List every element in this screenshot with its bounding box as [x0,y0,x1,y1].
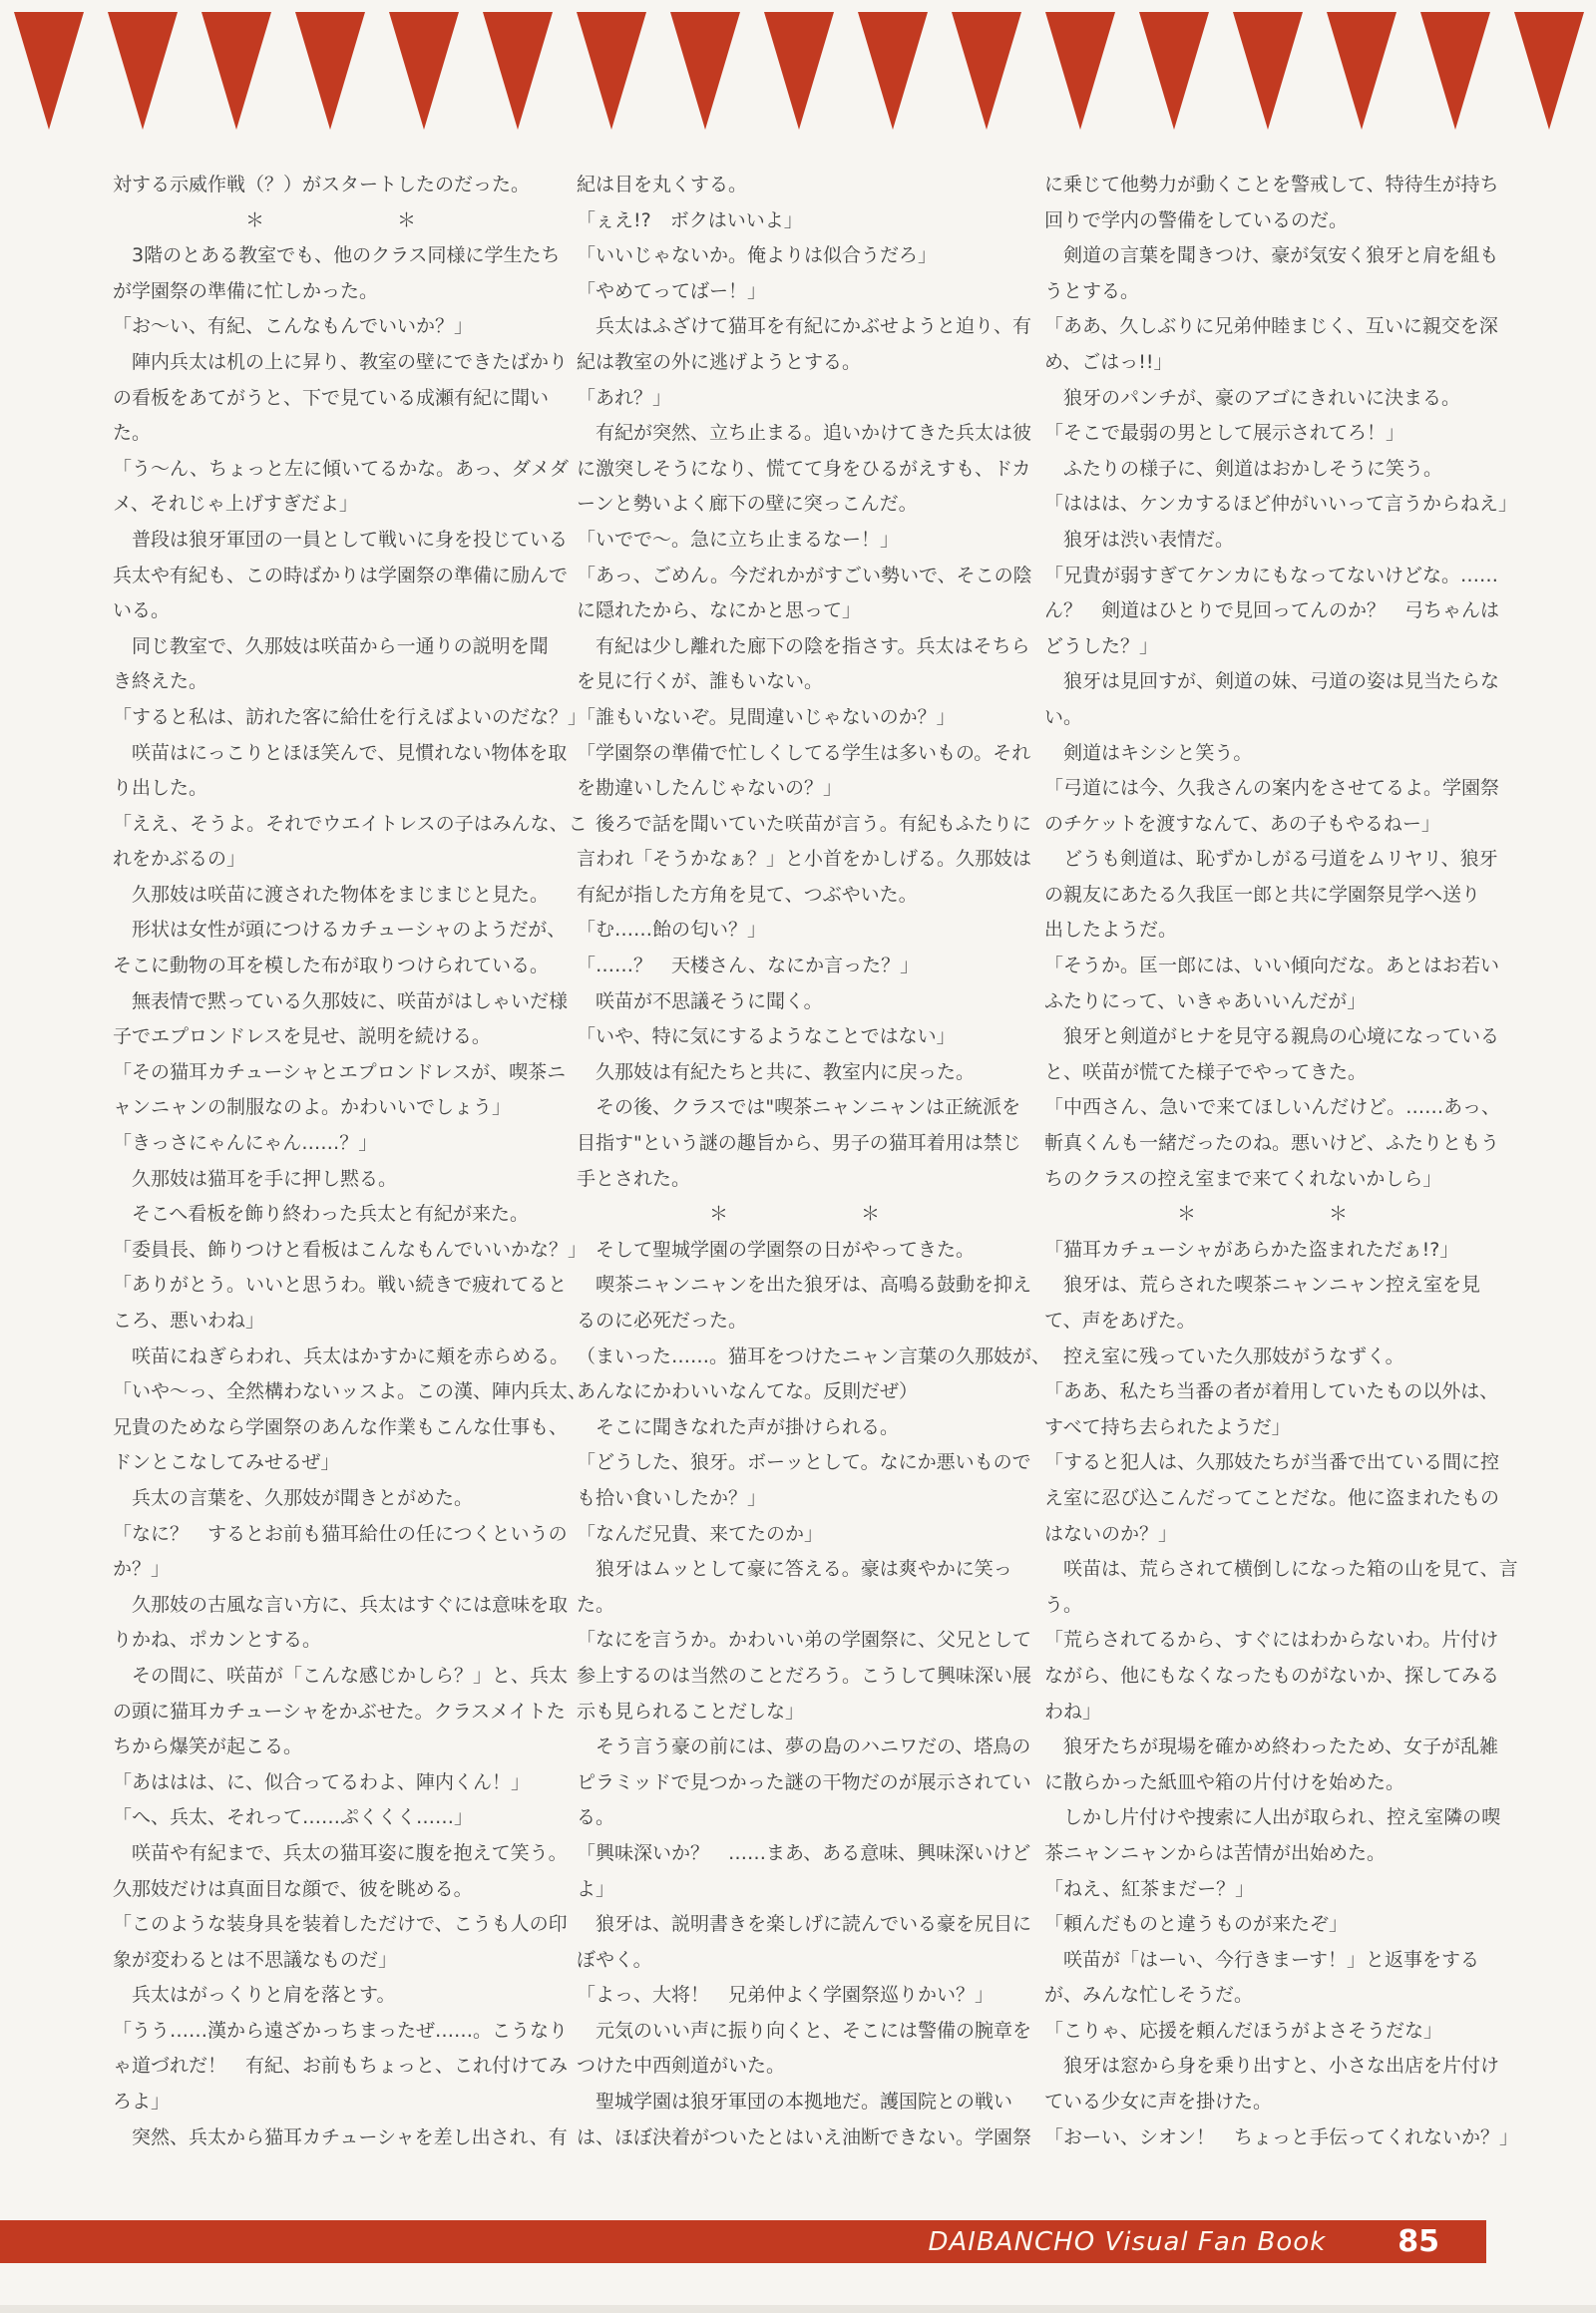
text-line: 「ぇえ!? ボクはいいよ」 [577,208,803,231]
text-line: 対する示威作戦（？）がスタートしたのだった。 [113,174,531,195]
pennant-triangle-icon [670,12,740,130]
text-line: 突然、兵太から猫耳カチューシャを差し出され、有 [113,2125,568,2148]
text-line: 控え室に残っていた久那妓がうなずく。 [1044,1345,1404,1367]
text-line: 「あれ？」 [577,386,672,409]
text-line: が学園祭の準備に忙しかった。 [113,279,379,302]
text-line: 「おーい、シオン！ ちょっと手伝ってくれないか？」 [1044,2125,1519,2148]
text-line: か？」 [113,1558,171,1581]
text-line: 紀は教室の外に逃げようとする。 [577,350,862,373]
pennant-triangle-icon [1233,12,1303,130]
text-line: 「どうした、狼牙。ボーッとして。なにか悪いもので [577,1451,1031,1474]
text-line: ーンと勢いよく廊下の壁に突っこんだ。 [577,493,918,516]
text-line: 「その猫耳カチューシャとエプロンドレスが、喫茶ニ [113,1060,567,1083]
text-line: ピラミッドで見つかった謎の干物だのが展示されてい [577,1770,1031,1793]
text-line: 「委員長、飾りつけと看板はこんなもんでいいかな？」 [113,1238,588,1261]
text-line: の親友にあたる久我匡一郎と共に学園祭見学へ送り [1044,883,1481,906]
text-line: と、咲苗が慌てた様子でやってきた。 [1044,1060,1368,1083]
text-line: 「なに？ するとお前も猫耳給仕の任につくというの [113,1522,568,1545]
text-line: 「ありがとう。いいと思うわ。戦い続きで疲れてると [113,1274,568,1297]
text-line: 手とされた。 [577,1167,691,1190]
pennant-triangle-icon [952,12,1021,130]
text-line: 「いや、特に気にするようなことではない」 [577,1025,956,1048]
text-column-1 [113,168,588,2155]
text-line: 「やめてってばー！」 [577,279,767,302]
text-line: 「弓道には今、久我さんの案内をさせてるよ。学園祭 [1044,777,1500,800]
text-line: 狼牙は窓から身を乗り出すと、小さな出店を片付け [1044,2055,1500,2078]
text-line: うとする。 [1044,279,1140,302]
text-line: そこに聞きなれた声が掛けられる。 [577,1415,900,1438]
text-line: 「荒らされてるから、すぐにはわからないわ。片付け [1044,1629,1499,1652]
pennant-banner [14,12,1596,130]
text-line: メ、それじゃ上げすぎだよ」 [113,493,358,516]
text-line: 「ははは、ケンカするほど仲がいいって言うからねえ」 [1044,493,1518,516]
text-line: 「そうか。匡一郎には、いい傾向だな。あとはお若い [1044,955,1500,977]
text-line: 咲苗はにっこりとほほ笑んで、見慣れない物体を取 [113,741,568,764]
text-line: ドンとこなしてみせるぜ」 [113,1451,340,1474]
text-line: 元気のいい声に振り向くと、そこには警備の腕章を [577,2019,1032,2042]
text-line: に散らかった紙皿や箱の片付けを始めた。 [1044,1770,1405,1793]
text-line: は、ほぼ決着がついたとはいえ油断できない。学園祭 [577,2125,1032,2148]
text-line: 「ああ、私たち当番の者が着用していたもの以外は、 [1044,1380,1499,1403]
page-bottom-edge [0,2305,1596,2313]
text-line: え室に忍び込こんだってことだな。他に盗まれたもの [1044,1486,1500,1509]
text-line: う。 [1044,1593,1083,1616]
text-line: 「へ、兵太、それって……ぷくくく……」 [113,1806,474,1829]
text-line: ころ、悪いわね」 [113,1310,265,1332]
footer-book-title: DAIBANCHO Visual Fan Book [928,2226,1327,2257]
pennant-triangle-icon [295,12,365,130]
text-line: 「すると私は、訪れた客に給仕を行えばよいのだな？」 [113,705,588,728]
text-line: 兵太はがっくりと肩を落とす。 [113,1984,396,2007]
text-line: ゃ道づれだ！ 有紀、お前もちょっと、これ付けてみ [113,2055,569,2078]
text-line: 「兄貴が弱すぎてケンカにもなってないけどな。…… [1044,564,1499,586]
text-line: ぼやく。 [577,1948,652,1971]
text-line: どうも剣道は、恥ずかしがる弓道をムリヤリ、狼牙 [1044,848,1498,871]
text-line: いる。 [113,599,171,622]
text-line: 有紀が突然、立ち止まる。追いかけてきた兵太は彼 [577,422,1032,445]
text-line: 咲苗や有紀まで、兵太の猫耳姿に腹を抱えて笑う。 [113,1841,568,1864]
text-line: 兵太はふざけて猫耳を有紀にかぶせようと迫り、有 [577,315,1032,338]
pennant-triangle-icon [858,12,928,130]
text-line: 咲苗は、荒らされて横倒しになった箱の山を見て、言 [1044,1558,1518,1581]
text-line: を見に行くが、誰もいない。 [577,670,824,693]
text-line: 「すると犯人は、久那妓たちが当番で出ている間に控 [1044,1451,1500,1474]
text-line: ふたりの様子に、剣道はおかしそうに笑う。 [1044,457,1443,480]
text-line: ちから爆笑が起こる。 [113,1735,303,1758]
text-line: め、ごはっ!!」 [1044,350,1173,373]
text-line: 兵太や有紀も、この時ばかりは学園祭の準備に励んで [113,564,569,586]
text-line: ろよ」 [113,2091,171,2114]
text-line: 無表情で黙っている久那妓に、咲苗がはしゃいだ様 [113,989,569,1012]
text-line: が、みんな忙しそうだ。 [1044,1984,1254,2007]
text-line: た。 [113,422,152,445]
text-line: 回りで学内の警備をしているのだ。 [1044,208,1349,231]
text-line: 「誰もいないぞ。見間違いじゃないのか？」 [577,705,956,728]
text-line: に隠れたから、なにかと思って」 [577,599,862,622]
footer-bar [0,2220,1486,2263]
text-line: 「中西さん、急いで来てほしいんだけど。……あっ、 [1044,1096,1500,1119]
pennant-triangle-icon [14,12,84,130]
text-line: 狼牙は、荒らされた喫茶ニャンニャン控え室を見 [1044,1274,1481,1297]
text-line: 久那妓の古風な言い方に、兵太はすぐには意味を取 [113,1593,569,1616]
text-line: 剣道はキシシと笑う。 [1044,741,1253,764]
text-line: そして聖城学園の学園祭の日がやってきた。 [577,1238,976,1261]
pennant-triangle-icon [1139,12,1209,130]
text-line: 「こりゃ、応援を頼んだほうがよさそうだな」 [1044,2019,1443,2042]
text-line: るのに必死だった。 [577,1310,748,1332]
text-column-2 [577,168,1051,2155]
text-line: 「興味深いか？ ……まあ、ある意味、興味深いけど [577,1841,1031,1864]
pennant-triangle-icon [764,12,834,130]
text-line: 「なんだ兄貴、来てたのか」 [577,1522,824,1545]
text-line: りかね、ポカンとする。 [113,1629,322,1652]
text-line: た。 [577,1593,615,1616]
text-line: 「学園祭の準備で忙しくしてる学生は多いもの。それ [577,741,1031,764]
text-line: 「いでで〜。急に立ち止まるなー！」 [577,528,900,551]
text-line: 象が変わるとは不思議なものだ」 [113,1948,398,1971]
text-line: ちのクラスの控え室まで来てくれないかしら」 [1044,1167,1442,1190]
text-line: 「よっ、大将！ 兄弟仲よく学園祭巡りかい？」 [577,1984,995,2007]
text-line: どうした？」 [1044,634,1159,657]
text-line: よ」 [577,1877,615,1900]
text-line: 「あっ、ごめん。今だれかがすごい勢いで、そこの陰 [577,564,1032,586]
text-line: 同じ教室で、久那妓は咲苗から一通りの説明を聞 [113,634,549,657]
text-line: 参上するのは当然のことだろう。こうして興味深い展 [577,1664,1032,1687]
text-line: 3階のとある教室でも、他のクラス同様に学生たち [113,244,561,267]
text-line: 「頼んだものと違うものが来たぞ」 [1044,1913,1349,1936]
text-line: 剣道の言葉を聞きつけ、豪が気安く狼牙と肩を組も [1044,244,1499,267]
text-line: すべて持ち去られたようだ」 [1044,1415,1291,1438]
text-line: 咲苗が不思議そうに聞く。 [577,989,823,1012]
text-line: 久那妓は咲苗に渡された物体をまじまじと見た。 [113,883,550,906]
text-line: 茶ニャンニャンからは苦情が出始めた。 [1044,1841,1387,1864]
text-line: り出した。 [113,777,208,800]
text-line: 咲苗が「はーい、今行きまーす！」と返事をする [1044,1948,1480,1971]
text-line: 狼牙と剣道がヒナを見守る親鳥の心境になっている [1044,1025,1500,1048]
text-line: 陣内兵太は机の上に昇り、教室の壁にできたばかり [113,350,569,373]
pennant-triangle-icon [1514,12,1584,130]
text-line: 喫茶ニャンニャンを出た狼牙は、高鳴る鼓動を抑え [577,1274,1032,1297]
text-line: 「いや〜っ、全然構わないッスよ。この漢、陣内兵太、 [113,1380,588,1403]
text-line: 出したようだ。 [1044,919,1178,942]
text-line: 狼牙は、説明書きを楽しげに読んでいる豪を尻目に [577,1913,1032,1936]
text-line: 後ろで話を聞いていた咲苗が言う。有紀もふたりに [577,812,1031,835]
text-line: 有紀が指した方角を見て、つぶやいた。 [577,883,918,906]
text-line: 狼牙のパンチが、豪のアゴにきれいに決まる。 [1044,386,1461,409]
text-line: 紀は目を丸くする。 [577,174,748,195]
pennant-triangle-icon [108,12,178,130]
text-line: れをかぶるの」 [113,848,246,871]
text-line: の看板をあてがうと、下で見ている成瀬有紀に聞い [113,386,550,409]
text-column-3 [1044,168,1519,2155]
text-line: そこに動物の耳を模した布が取りつけられている。 [113,955,550,977]
text-line: 兄貴のためなら学園祭のあんな作業もこんな仕事も、 [113,1415,569,1438]
text-line: 「お〜い、有紀、こんなもんでいいか？」 [113,315,474,338]
footer-page-number: 85 [1397,2224,1439,2259]
text-line: ャンニャンの制服なのよ。かわいいでしょう」 [113,1096,512,1119]
text-line: あんなにかわいいなんてな。反則だぜ） [577,1380,919,1403]
text-line: ＊ ＊ [1044,1203,1349,1226]
text-line: 「いいじゃないか。俺よりは似合うだろ」 [577,244,938,267]
text-line: 「ええ、そうよ。それでウエイトレスの子はみんな、こ [113,812,588,835]
text-line: しかし片付けや捜索に人出が取られ、控え室隣の喫 [1044,1806,1501,1829]
pennant-triangle-icon [1045,12,1115,130]
text-line: つけた中西剣道がいた。 [577,2055,786,2078]
text-line: ふたりにって、いきゃあいいんだが」 [1044,989,1367,1012]
text-line: 「あははは、に、似合ってるわよ、陣内くん！」 [113,1770,531,1793]
text-line: ん？ 剣道はひとりで見回ってんのか？ 弓ちゃんは [1044,599,1500,622]
pennant-triangle-icon [483,12,553,130]
text-line: て、声をあげた。 [1044,1310,1196,1332]
text-line: その間に、咲苗が「こんな感じかしら？」と、兵太 [113,1664,569,1687]
text-line: 言われ「そうかなぁ？」と小首をかしげる。久那妓は [577,848,1032,871]
text-line: のチケットを渡すなんて、あの子もやるねー」 [1044,812,1440,835]
text-line: 子でエプロンドレスを見せ、説明を続ける。 [113,1025,491,1048]
text-line: 示も見られることだしな」 [577,1700,805,1723]
text-line: 久那妓だけは真面目な顔で、彼を眺める。 [113,1877,473,1900]
pennant-triangle-icon [1420,12,1490,130]
text-line: も拾い食いしたか？」 [577,1486,767,1509]
text-line: 狼牙は渋い表情だ。 [1044,528,1235,551]
text-line: 「うう……漢から遠ざかっちまったぜ……。こうなり [113,2019,569,2042]
pennant-triangle-icon [389,12,459,130]
text-line: 狼牙たちが現場を確かめ終わったため、女子が乱雑 [1044,1735,1499,1758]
text-line: その後、クラスでは"喫茶ニャンニャンは正統派を [577,1096,1021,1119]
text-line: ＊ ＊ [113,208,417,231]
text-line: 「む……飴の匂い？」 [577,919,767,942]
text-line: 「ああ、久しぶりに兄弟仲睦まじく、互いに親交を深 [1044,315,1498,338]
pennant-triangle-icon [1327,12,1396,130]
text-line: 狼牙は見回すが、剣道の妹、弓道の姿は見当たらな [1044,670,1500,693]
text-line: 「ねえ、紅茶まだー？」 [1044,1877,1255,1900]
text-line: （まいった……。猫耳をつけたニャン言葉の久那妓が、 [577,1345,1051,1367]
text-line: 「なにを言うか。かわいい弟の学園祭に、父兄として [577,1629,1032,1652]
text-line: そう言う豪の前には、夢の島のハニワだの、塔鳥の [577,1735,1031,1758]
text-line: はないのか？」 [1044,1522,1178,1545]
text-line: 形状は女性が頭につけるカチューシャのようだが、 [113,919,567,942]
text-line: 「そこで最弱の男として展示されてろ！」 [1044,422,1405,445]
text-line: 兵太の言葉を、久那妓が聞きとがめた。 [113,1486,474,1509]
text-line: る。 [577,1806,615,1829]
text-line: に激突しそうになり、慌てて身をひるがえすも、ドカ [577,457,1031,480]
text-line: を勘違いしたんじゃないの？」 [577,777,843,800]
text-line: 有紀は少し離れた廊下の陰を指さす。兵太はそちら [577,634,1030,657]
text-line: わね」 [1044,1700,1102,1723]
text-line: ている少女に声を掛けた。 [1044,2091,1273,2114]
text-line: 「猫耳カチューシャがあらかた盗まれただぁ!?」 [1044,1238,1459,1261]
text-line: そこへ看板を飾り終わった兵太と有紀が来た。 [113,1203,530,1226]
text-line: 目指す"という謎の趣旨から、男子の猫耳着用は禁じ [577,1132,1021,1155]
text-line: の頭に猫耳カチューシャをかぶせた。クラスメイトた [113,1700,566,1723]
text-line: 「う〜ん、ちょっと左に傾いてるかな。あっ、ダメダ [113,457,569,480]
pennant-triangle-icon [201,12,271,130]
text-line: 咲苗にねぎらわれ、兵太はかすかに頬を赤らめる。 [113,1345,570,1367]
text-line: 「……？ 天楼さん、なにか言った？」 [577,955,920,977]
text-line: 久那妓は猫耳を手に押し黙る。 [113,1167,398,1190]
text-line: 久那妓は有紀たちと共に、教室内に戻った。 [577,1060,976,1083]
text-line: ＊ ＊ [577,1203,881,1226]
pennant-triangle-icon [577,12,646,130]
text-line: に乗じて他勢力が動くことを警戒して、特待生が持ち [1044,174,1499,195]
text-line: き終えた。 [113,670,208,693]
text-line: 「このような装身具を装着しただけで、こうも人の印 [113,1913,568,1936]
text-line: 狼牙はムッとして豪に答える。豪は爽やかに笑っ [577,1558,1012,1581]
text-line: 「きっさにゃんにゃん……？」 [113,1132,378,1155]
text-line: い。 [1044,705,1083,728]
text-line: 聖城学園は狼牙軍団の本拠地だ。護国院との戦い [577,2091,1013,2114]
text-line: 普段は狼牙軍団の一員として戦いに身を投じている [113,528,569,551]
text-line: 斬真くんも一緒だったのね。悪いけど、ふたりともう [1044,1132,1500,1155]
text-line: ながら、他にもなくなったものがないか、探してみる [1044,1664,1500,1687]
